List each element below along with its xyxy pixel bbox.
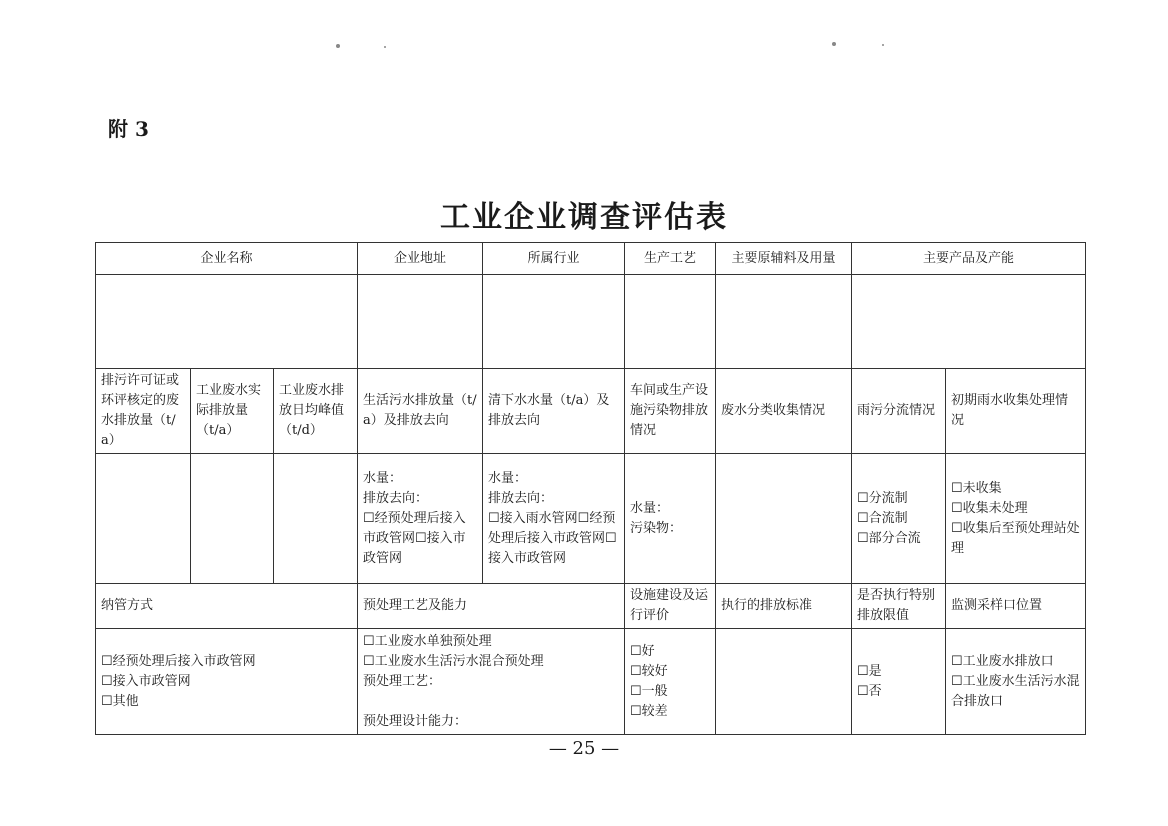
- checkbox-industrial-separate[interactable]: ☐工业废水单独预处理: [363, 633, 492, 649]
- raw-materials-cell[interactable]: [716, 275, 852, 369]
- checkbox-poor[interactable]: ☐较差: [630, 703, 668, 719]
- workshop-pollutants: 污染物：: [630, 520, 683, 536]
- pretreatment-header-row: [96, 584, 1086, 629]
- clear-water-cell[interactable]: [483, 454, 625, 584]
- industry-header: 所属行业: [483, 243, 625, 275]
- production-process-header: 生产工艺: [625, 243, 716, 275]
- survey-table: [95, 242, 1086, 735]
- pretreatment-process-label: 预处理工艺：: [363, 673, 442, 689]
- pretreatment-entry-row: [96, 629, 1086, 735]
- classified-collection-cell[interactable]: [716, 454, 852, 584]
- actual-discharge-cell[interactable]: [191, 454, 274, 584]
- permitted-discharge-cell[interactable]: [96, 454, 191, 584]
- sampling-port-header: 监测采样口位置: [946, 584, 1086, 629]
- rain-sewage-split-header: 雨污分流情况: [852, 369, 946, 454]
- permitted-discharge-header: 排污许可证或环评核定的废水排放量（t/a）: [96, 369, 191, 454]
- checkbox-fairly-good[interactable]: ☐较好: [630, 663, 668, 679]
- page-title: 工业企业调查评估表: [440, 200, 728, 235]
- domestic-sewage-header: 生活污水排放量（t/a）及排放去向: [358, 369, 483, 454]
- company-address-cell[interactable]: [358, 275, 483, 369]
- special-limits-header: 是否执行特别排放限值: [852, 584, 946, 629]
- pipe-method-header: 纳管方式: [96, 584, 358, 629]
- annex-label: 附 3: [108, 117, 149, 141]
- production-process-cell[interactable]: [625, 275, 716, 369]
- clear-water-options: ☐接入雨水管网☐经预处理后接入市政管网☐接入市政管网: [488, 510, 617, 566]
- checkbox-other[interactable]: ☐其他: [101, 693, 139, 709]
- pretreatment-header: 预处理工艺及能力: [358, 584, 625, 629]
- workshop-water-volume: 水量：: [630, 500, 670, 516]
- checkbox-pretreated-municipal[interactable]: ☐经预处理后接入市政管网: [101, 653, 256, 669]
- checkbox-not-collected[interactable]: ☐未收集: [951, 480, 1002, 496]
- pretreatment-capacity-label: 预处理设计能力：: [363, 713, 468, 729]
- header-row: [96, 243, 1086, 275]
- checkbox-collected-pretreated[interactable]: ☐收集后至预处理站处理: [951, 520, 1080, 556]
- checkbox-split-system[interactable]: ☐分流制: [857, 490, 908, 506]
- workshop-emission-header: 车间或生产设施污染物排放情况: [625, 369, 716, 454]
- checkbox-mixed-pretreatment[interactable]: ☐工业废水生活污水混合预处理: [363, 653, 544, 669]
- checkbox-municipal[interactable]: ☐接入市政管网: [101, 673, 191, 689]
- rain-sewage-split-cell: [852, 454, 946, 584]
- classified-collection-header: 废水分类收集情况: [716, 369, 852, 454]
- checkbox-combined-system[interactable]: ☐合流制: [857, 510, 908, 526]
- main-products-header: 主要产品及产能: [852, 243, 1086, 275]
- page-number: — 25 —: [548, 738, 620, 759]
- pretreatment-cell: [358, 629, 625, 735]
- company-address-header: 企业地址: [358, 243, 483, 275]
- daily-peak-cell[interactable]: [274, 454, 358, 584]
- checkbox-collected-untreated[interactable]: ☐收集未处理: [951, 500, 1028, 516]
- domestic-sewage-cell[interactable]: [358, 454, 483, 584]
- facility-evaluation-cell: [625, 629, 716, 735]
- pipe-method-cell: [96, 629, 358, 735]
- sampling-port-cell: [946, 629, 1086, 735]
- domestic-options: ☐经预处理后接入市政管网☐接入市政管网: [363, 510, 466, 566]
- domestic-direction: 排放去向：: [363, 490, 429, 506]
- main-products-cell[interactable]: [852, 275, 1086, 369]
- discharge-standard-cell[interactable]: [716, 629, 852, 735]
- actual-discharge-header: 工业废水实际排放量（t/a）: [191, 369, 274, 454]
- clear-water-volume: 水量：: [488, 470, 528, 486]
- checkbox-yes[interactable]: ☐是: [857, 663, 882, 679]
- special-limits-cell: [852, 629, 946, 735]
- checkbox-average[interactable]: ☐一般: [630, 683, 668, 699]
- checkbox-good[interactable]: ☐好: [630, 643, 655, 659]
- company-name-cell[interactable]: [96, 275, 358, 369]
- facility-evaluation-header: 设施建设及运行评价: [625, 584, 716, 629]
- clear-water-direction: 排放去向：: [488, 490, 554, 506]
- company-name-header: 企业名称: [96, 243, 358, 275]
- workshop-emission-cell[interactable]: [625, 454, 716, 584]
- discharge-standard-header: 执行的排放标准: [716, 584, 852, 629]
- daily-peak-header: 工业废水排放日均峰值（t/d）: [274, 369, 358, 454]
- checkbox-partial-combined[interactable]: ☐部分合流: [857, 530, 921, 546]
- company-entry-row: [96, 275, 1086, 369]
- clear-water-header: 清下水水量（t/a）及排放去向: [483, 369, 625, 454]
- domestic-water-volume: 水量：: [363, 470, 403, 486]
- wastewater-header-row: [96, 369, 1086, 454]
- raw-materials-header: 主要原辅料及用量: [716, 243, 852, 275]
- checkbox-no[interactable]: ☐否: [857, 683, 882, 699]
- initial-rain-header: 初期雨水收集处理情况: [946, 369, 1086, 454]
- checkbox-mixed-outlet[interactable]: ☐工业废水生活污水混合排放口: [951, 673, 1080, 709]
- checkbox-industrial-outlet[interactable]: ☐工业废水排放口: [951, 653, 1054, 669]
- industry-cell[interactable]: [483, 275, 625, 369]
- initial-rain-cell: [946, 454, 1086, 584]
- wastewater-entry-row: [96, 454, 1086, 584]
